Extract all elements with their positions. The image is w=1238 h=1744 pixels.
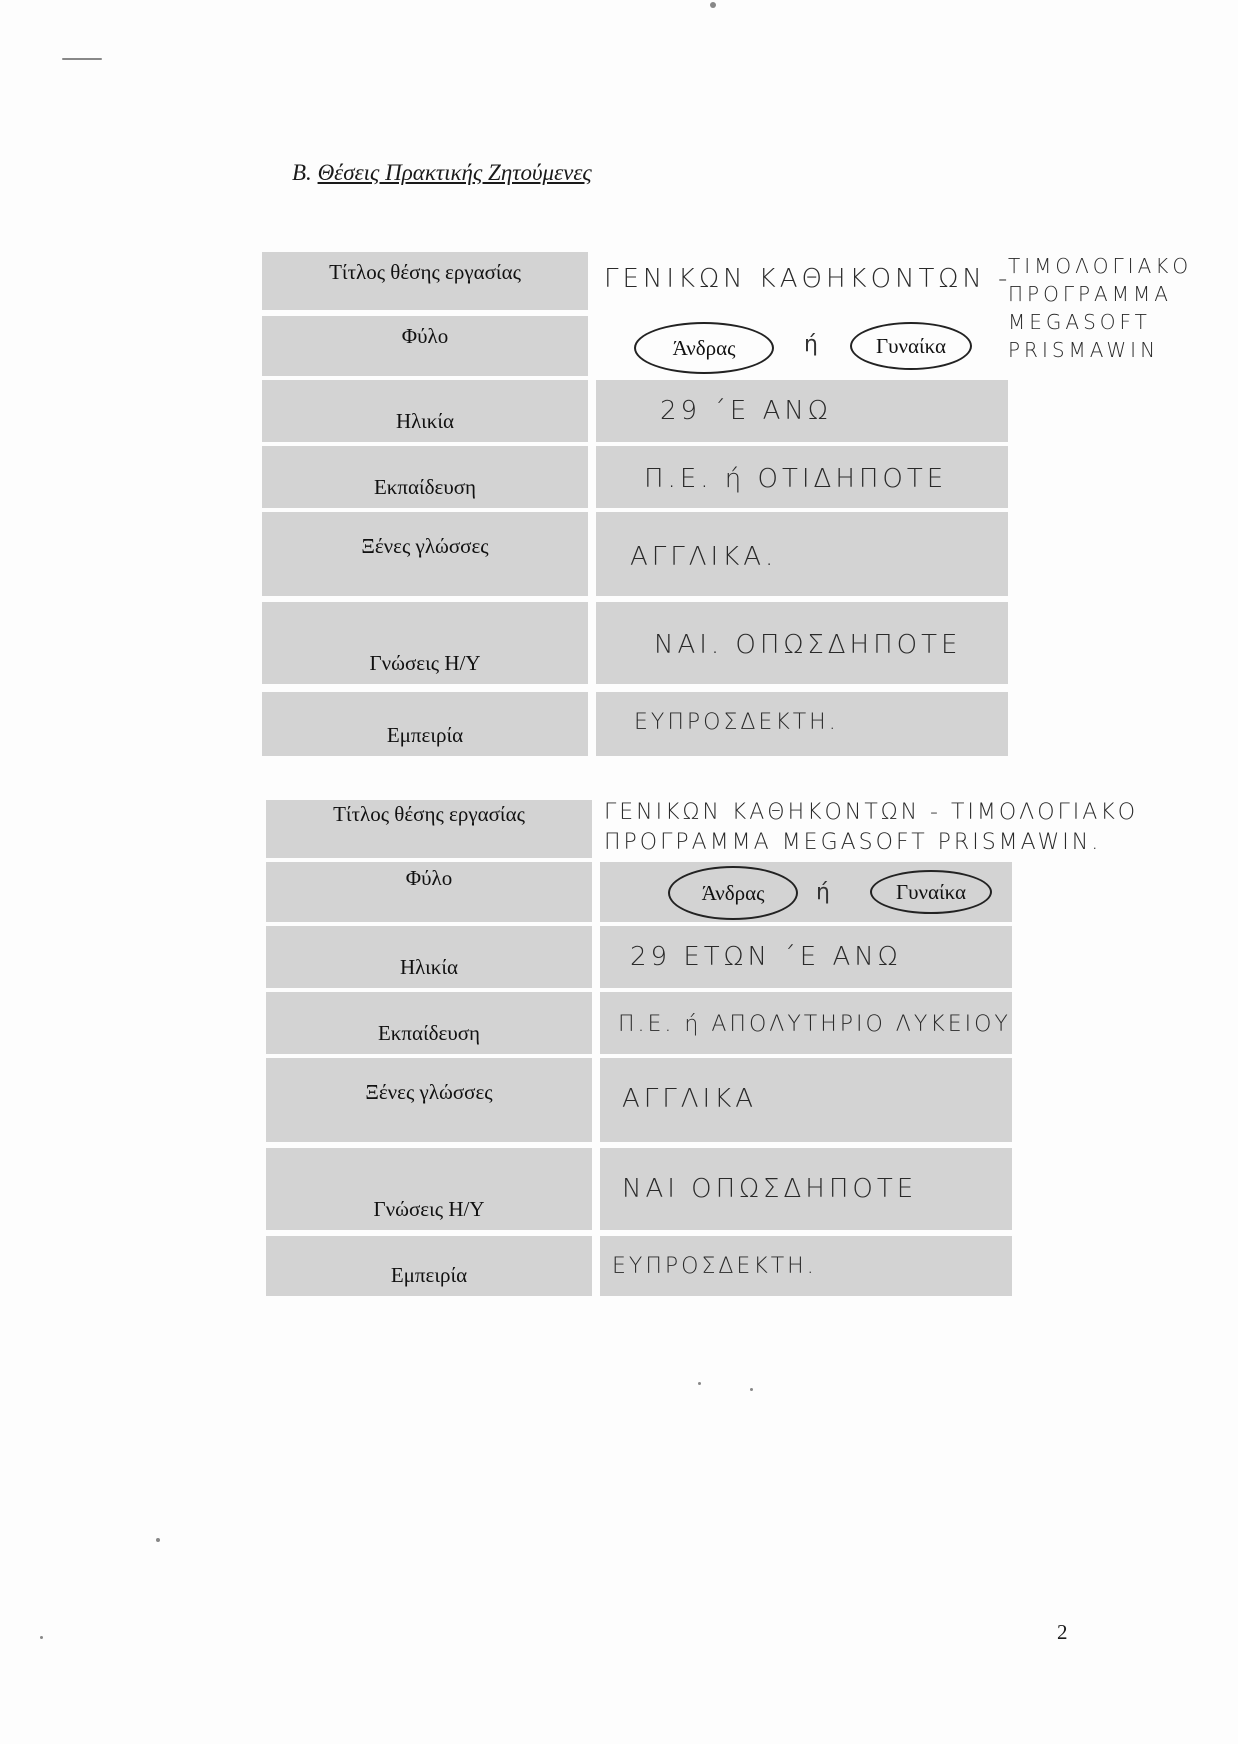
value-gender xyxy=(596,316,1008,376)
value-job-title xyxy=(596,252,1012,310)
value-experience xyxy=(596,692,1008,756)
gender-male-option: Άνδρας xyxy=(668,866,798,920)
handwritten-languages: ΑΓΓΛΙΚΑ xyxy=(622,1084,758,1114)
row-computer xyxy=(262,602,1008,684)
value-experience xyxy=(600,1236,1012,1296)
gender-or: ή xyxy=(816,880,830,905)
value-languages xyxy=(600,1058,1012,1142)
label-experience: Εμπειρία xyxy=(266,1236,592,1296)
row-languages xyxy=(266,1058,1012,1142)
position-table-2 xyxy=(266,800,1139,1296)
label-experience: Εμπειρία xyxy=(262,692,588,756)
page-number: 2 xyxy=(1057,1620,1068,1644)
handwritten-languages: ΑΓΓΛΙΚΑ. xyxy=(630,542,778,572)
handwritten-computer: ΝΑΙ ΟΠΩΣΔΗΠΟΤΕ xyxy=(622,1174,918,1204)
value-gender xyxy=(600,862,1012,922)
label-job-title: Τίτλος θέσης εργασίας xyxy=(262,252,588,310)
margin-note-line: PRISMAWIN xyxy=(1008,338,1160,362)
gender-female-option: Γυναίκα xyxy=(850,322,972,370)
handwritten-education: Π.Ε. ή ΟΤΙΔΗΠΟΤΕ xyxy=(644,464,948,494)
margin-note xyxy=(1008,252,1192,364)
label-languages: Ξένες γλώσσες xyxy=(266,1058,592,1142)
handwritten-education: Π.Ε. ή ΑΠΟΛΥΤΗΡΙΟ ΛΥΚΕΙΟΥ xyxy=(618,1012,1011,1037)
handwritten-computer: ΝΑΙ. ΟΠΩΣΔΗΠΟΤΕ xyxy=(654,630,962,660)
row-gender xyxy=(262,316,1008,376)
position-table-1 xyxy=(262,252,1012,756)
gender-male-option: Άνδρας xyxy=(634,322,774,374)
row-age xyxy=(262,380,1008,442)
gender-or: ή xyxy=(804,332,818,357)
value-computer xyxy=(600,1148,1012,1230)
value-education xyxy=(596,446,1008,508)
label-job-title: Τίτλος θέσης εργασίας xyxy=(266,800,592,858)
row-job-title xyxy=(262,252,1012,310)
value-education xyxy=(600,992,1012,1054)
scan-speck xyxy=(710,2,716,8)
row-experience xyxy=(262,692,1008,756)
handwritten-job-title: ΓΕΝΙΚΩΝ ΚΑΘΗΚΟΝΤΩΝ - xyxy=(604,264,1012,294)
handwritten-age: 29 ΄Ε ΑΝΩ xyxy=(660,396,832,426)
handwritten-experience: ΕΥΠΡΟΣΔΕΚΤΗ. xyxy=(612,1254,817,1279)
scan-speck xyxy=(750,1388,753,1391)
label-languages: Ξένες γλώσσες xyxy=(262,512,588,596)
row-job-title xyxy=(266,800,1139,858)
label-computer: Γνώσεις Η/Υ xyxy=(262,602,588,684)
row-experience xyxy=(266,1236,1012,1296)
row-gender xyxy=(266,862,1012,922)
row-age xyxy=(266,926,1012,988)
label-gender: Φύλο xyxy=(266,862,592,922)
handwritten-age: 29 ΕΤΩΝ ΄Ε ΑΝΩ xyxy=(630,942,902,972)
handwritten-job-title: ΠΡΟΓΡΑΜΜΑ MEGASOFT PRISMAWIN. xyxy=(604,830,1102,855)
handwritten-job-title: ΓΕΝΙΚΩΝ ΚΑΘΗΚΟΝΤΩΝ - ΤΙΜΟΛΟΓΙΑΚΟ xyxy=(604,800,1139,825)
section-prefix: Β. xyxy=(292,160,312,185)
label-gender: Φύλο xyxy=(262,316,588,376)
margin-note-line: ΤΙΜΟΛΟΓΙΑΚΟ xyxy=(1008,254,1193,278)
value-age xyxy=(596,380,1008,442)
section-title: Θέσεις Πρακτικής Ζητούμενες xyxy=(317,160,592,185)
scan-speck xyxy=(698,1382,701,1385)
section-heading xyxy=(292,160,592,186)
scan-speck xyxy=(40,1636,43,1639)
value-languages xyxy=(596,512,1008,596)
label-age: Ηλικία xyxy=(266,926,592,988)
label-computer: Γνώσεις Η/Υ xyxy=(266,1148,592,1230)
row-education xyxy=(266,992,1012,1054)
margin-note-line: MEGASOFT xyxy=(1008,310,1151,334)
row-languages xyxy=(262,512,1008,596)
scan-speck xyxy=(62,58,102,60)
value-age xyxy=(600,926,1012,988)
label-education: Εκπαίδευση xyxy=(266,992,592,1054)
value-computer xyxy=(596,602,1008,684)
row-computer xyxy=(266,1148,1012,1230)
gender-female-option: Γυναίκα xyxy=(870,870,992,914)
value-job-title xyxy=(600,800,1139,858)
handwritten-experience: ΕΥΠΡΟΣΔΕΚΤΗ. xyxy=(634,710,839,735)
row-education xyxy=(262,446,1008,508)
label-age: Ηλικία xyxy=(262,380,588,442)
scan-speck xyxy=(156,1538,160,1542)
label-education: Εκπαίδευση xyxy=(262,446,588,508)
margin-note-line: ΠΡΟΓΡΑΜΜΑ xyxy=(1008,282,1172,306)
